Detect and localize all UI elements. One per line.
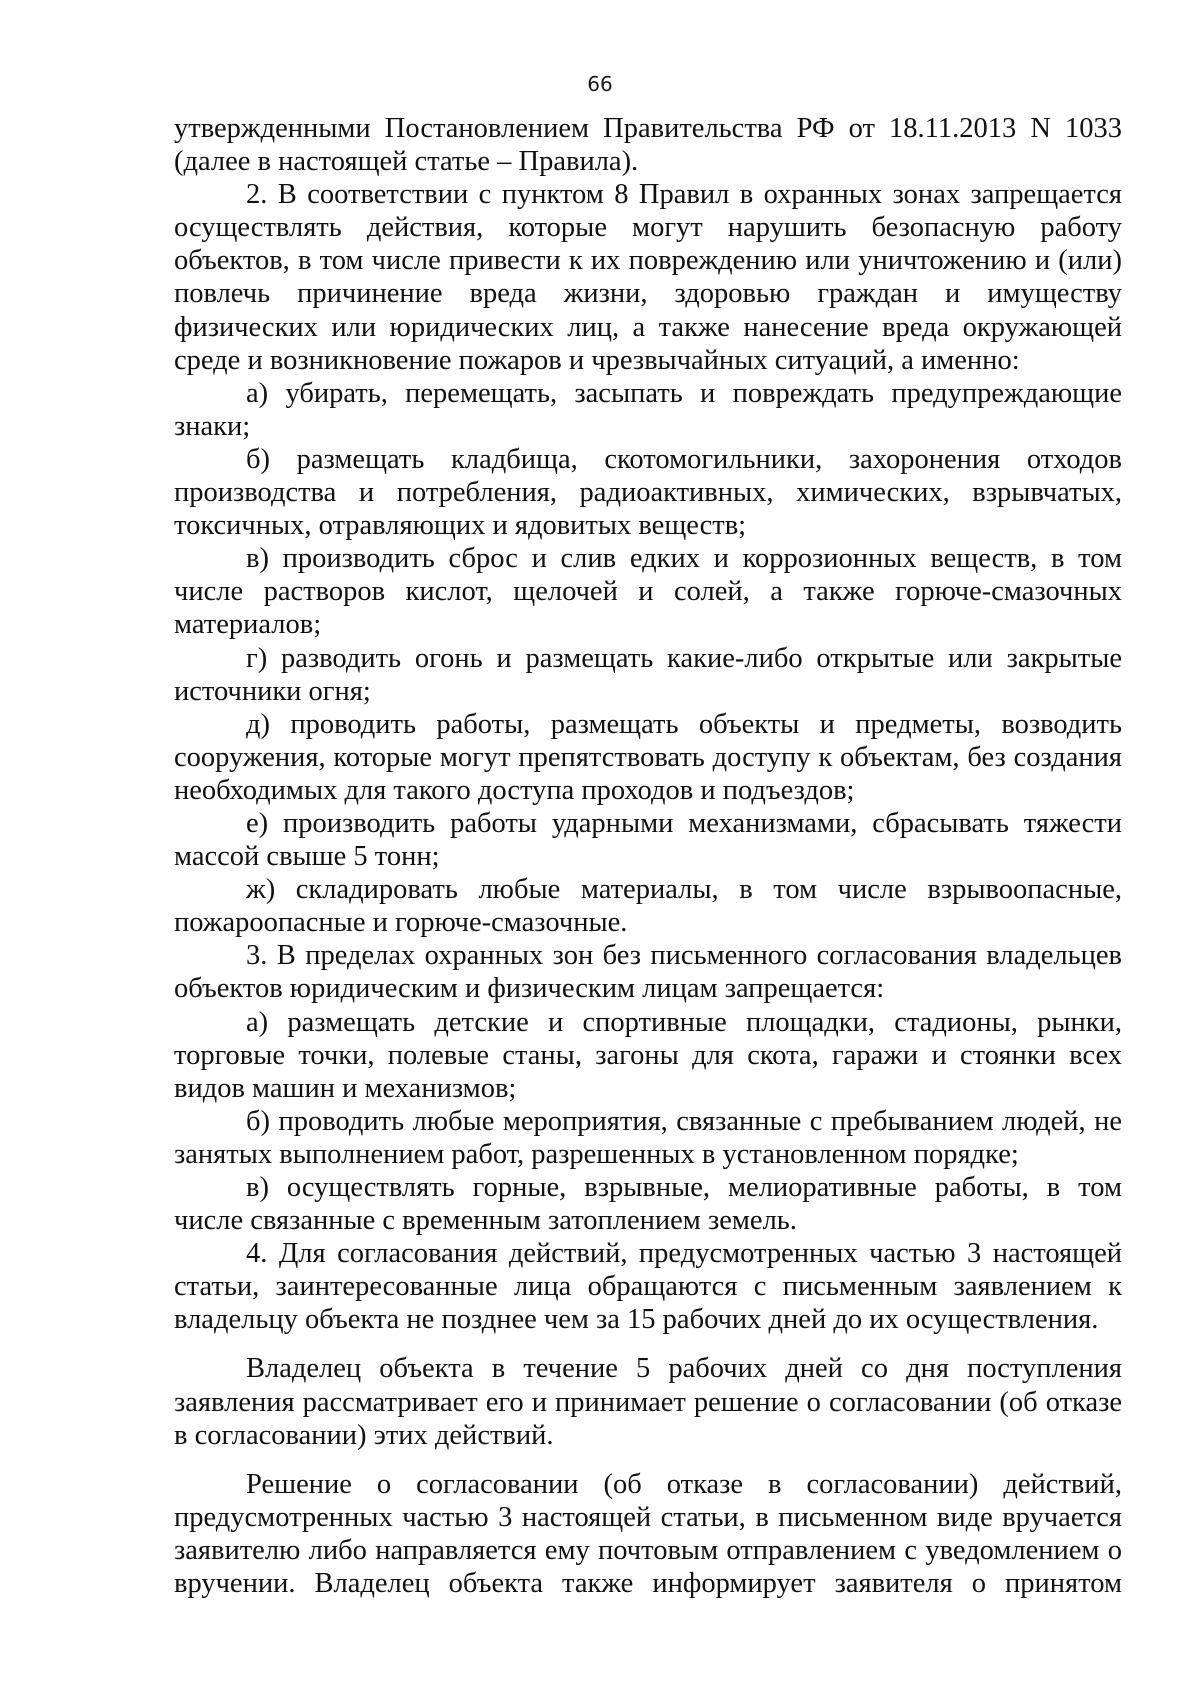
paragraph: 3. В пределах охранных зон без письменного согласования владельцев объектов юридическим и физическим лицам запрещается: (174, 940, 1122, 1005)
paragraph: ж) складировать любые материалы, в том числе взрывоопасные, пожароопасные и горюче-смазочные. (174, 874, 1122, 939)
paragraph: г) разводить огонь и размещать какие-либо открытые или закрытые источники огня; (174, 642, 1122, 707)
paragraph: Решение о согласовании (об отказе в согласовании) действий, предусмотренных частью 3 настоящей статьи, в письменном виде вручается заявителю либо направляется ему почтовым отправлением с уведомлением о вручении. Владелец объекта также информирует заявителя о принятом (174, 1468, 1122, 1600)
paragraph: д) проводить работы, размещать объекты и предметы, возводить сооружения, которые могут препятствовать доступу к объектам, без создания необходимых для такого доступа проходов и подъездов; (174, 708, 1122, 806)
paragraph: 2. В соответствии с пунктом 8 Правил в охранных зонах запрещается осуществлять действия, которые могут нарушить безопасную работу объектов, в том числе привести к их повреждению или уничтожению и (или) повлечь причинение вреда жизни, здоровью граждан и имуществу физических или юридических лиц, а также нанесение вреда окружающей среде и возникновение пожаров и чрезвычайных ситуаций, а именно: (174, 179, 1122, 376)
paragraph: е) производить работы ударными механизмами, сбрасывать тяжести массой свыше 5 тонн; (174, 807, 1122, 873)
paragraph: утвержденными Постановлением Правительства РФ от 18.11.2013 N 1033 (далее в настоящей статье – Правила). (174, 113, 1122, 178)
paragraph: а) убирать, перемещать, засыпать и повреждать предупреждающие знаки; (174, 377, 1122, 442)
paragraph: 4. Для согласования действий, предусмотренных частью 3 настоящей статьи, заинтересованные лица обращаются с письменным заявлением к владельцу объекта не позднее чем за 15 рабочих дней до их осуществления. (174, 1238, 1122, 1336)
paragraph: а) размещать детские и спортивные площадки, стадионы, рынки, торговые точки, полевые станы, загоны для скота, гаражи и стоянки всех видов машин и механизмов; (174, 1006, 1122, 1104)
page-number: 66 (587, 72, 613, 96)
document-body (174, 112, 1122, 1600)
paragraph: б) проводить любые мероприятия, связанные с пребыванием людей, не занятых выполнением работ, разрешенных в установленном порядке; (174, 1105, 1122, 1170)
paragraph: в) осуществлять горные, взрывные, мелиоративные работы, в том числе связанные с временным затоплением земель. (174, 1172, 1122, 1237)
paragraph: б) размещать кладбища, скотомогильники, захоронения отходов производства и потребления, радиоактивных, химических, взрывчатых, токсичных, отравляющих и ядовитых веществ; (174, 443, 1122, 542)
paragraph: Владелец объекта в течение 5 рабочих дней со дня поступления заявления рассматривает его и принимает решение о согласовании (об отказе в согласовании) этих действий. (174, 1353, 1122, 1451)
paragraph: в) производить сброс и слив едких и коррозионных веществ, в том числе растворов кислот, щелочей и солей, а также горюче-смазочных материалов; (174, 543, 1122, 641)
